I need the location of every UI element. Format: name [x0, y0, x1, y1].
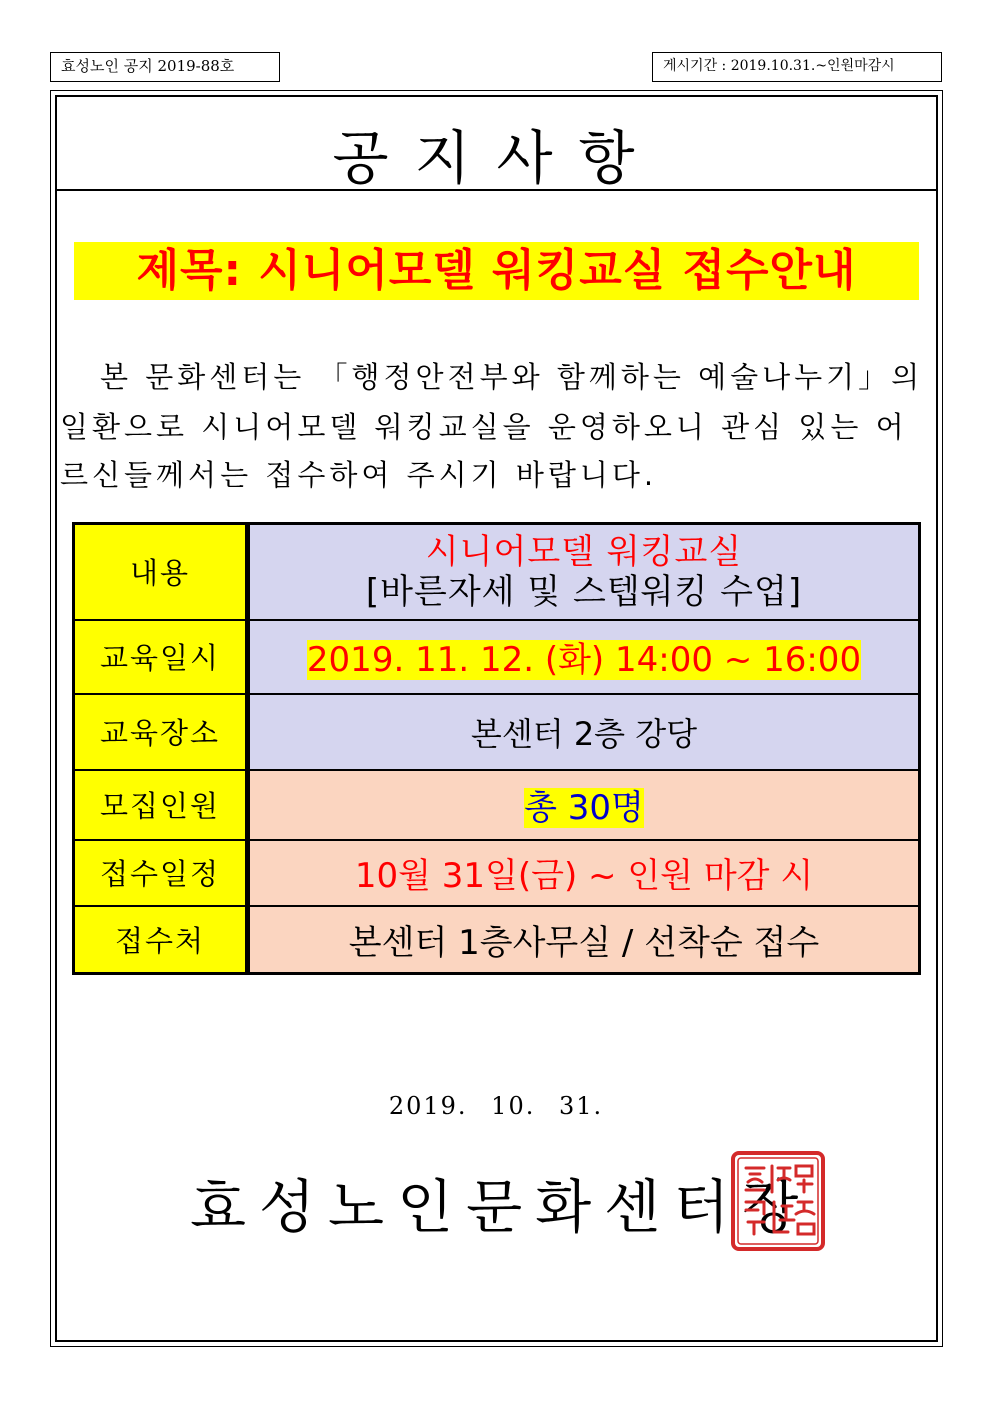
content-line-2: [바른자세 및 스텝워킹 수업] [365, 571, 803, 612]
table-value-content [248, 524, 920, 620]
table-label: 교육장소 [74, 694, 248, 770]
place-value: 본센터 2층 강당 [470, 714, 698, 753]
table-value-schedule [248, 840, 920, 906]
schedule-value: 10월 31일(금) ~ 인원 마감 시 [354, 856, 814, 896]
title-bar [57, 97, 936, 191]
table-row-content [74, 524, 920, 620]
body-line-1: 본 문화센터는 「행정안전부와 함께하는 예술나누기」의 [100, 360, 924, 394]
table-value-place [248, 694, 920, 770]
table-label: 내용 [74, 524, 248, 620]
table-label: 교육일시 [74, 620, 248, 694]
table-label: 모집인원 [74, 770, 248, 840]
table-label: 접수처 [74, 906, 248, 974]
notice-date: 2019. 10. 31. [388, 1092, 604, 1120]
content-line-1: 시니어모델 워킹교실 [425, 531, 743, 572]
table-row-place [74, 694, 920, 770]
subject-highlight [74, 242, 919, 300]
table-value-datetime [248, 620, 920, 694]
datetime-value: 2019. 11. 12. (화) 14:00 ~ 16:00 [306, 640, 862, 680]
table-label: 접수일정 [74, 840, 248, 906]
info-table [72, 522, 921, 975]
table-row-location [74, 906, 920, 974]
posting-period: 게시기간 : 2019.10.31.~인원마감시 [652, 52, 942, 82]
issuer-name: 효성노인문화센터장 [190, 1173, 812, 1241]
table-value-capacity [248, 770, 920, 840]
table-row-schedule [74, 840, 920, 906]
body-line-3: 르신들께서는 접수하여 주시기 바랍니다. [60, 458, 658, 492]
subject-title: 제목: 시니어모델 워킹교실 접수안내 [136, 245, 857, 296]
table-row-capacity [74, 770, 920, 840]
page-title: 공지사항 [332, 124, 661, 192]
location-value: 본센터 1층사무실 / 선착순 접수 [348, 922, 820, 963]
capacity-value: 총 30명 [524, 788, 644, 828]
body-line-2: 일환으로 시니어모델 워킹교실을 운영하오니 관심 있는 어 [60, 410, 908, 444]
official-seal [730, 1150, 826, 1252]
table-row-datetime [74, 620, 920, 694]
notice-number: 효성노인 공지 2019-88호 [50, 52, 280, 82]
table-value-location [248, 906, 920, 974]
